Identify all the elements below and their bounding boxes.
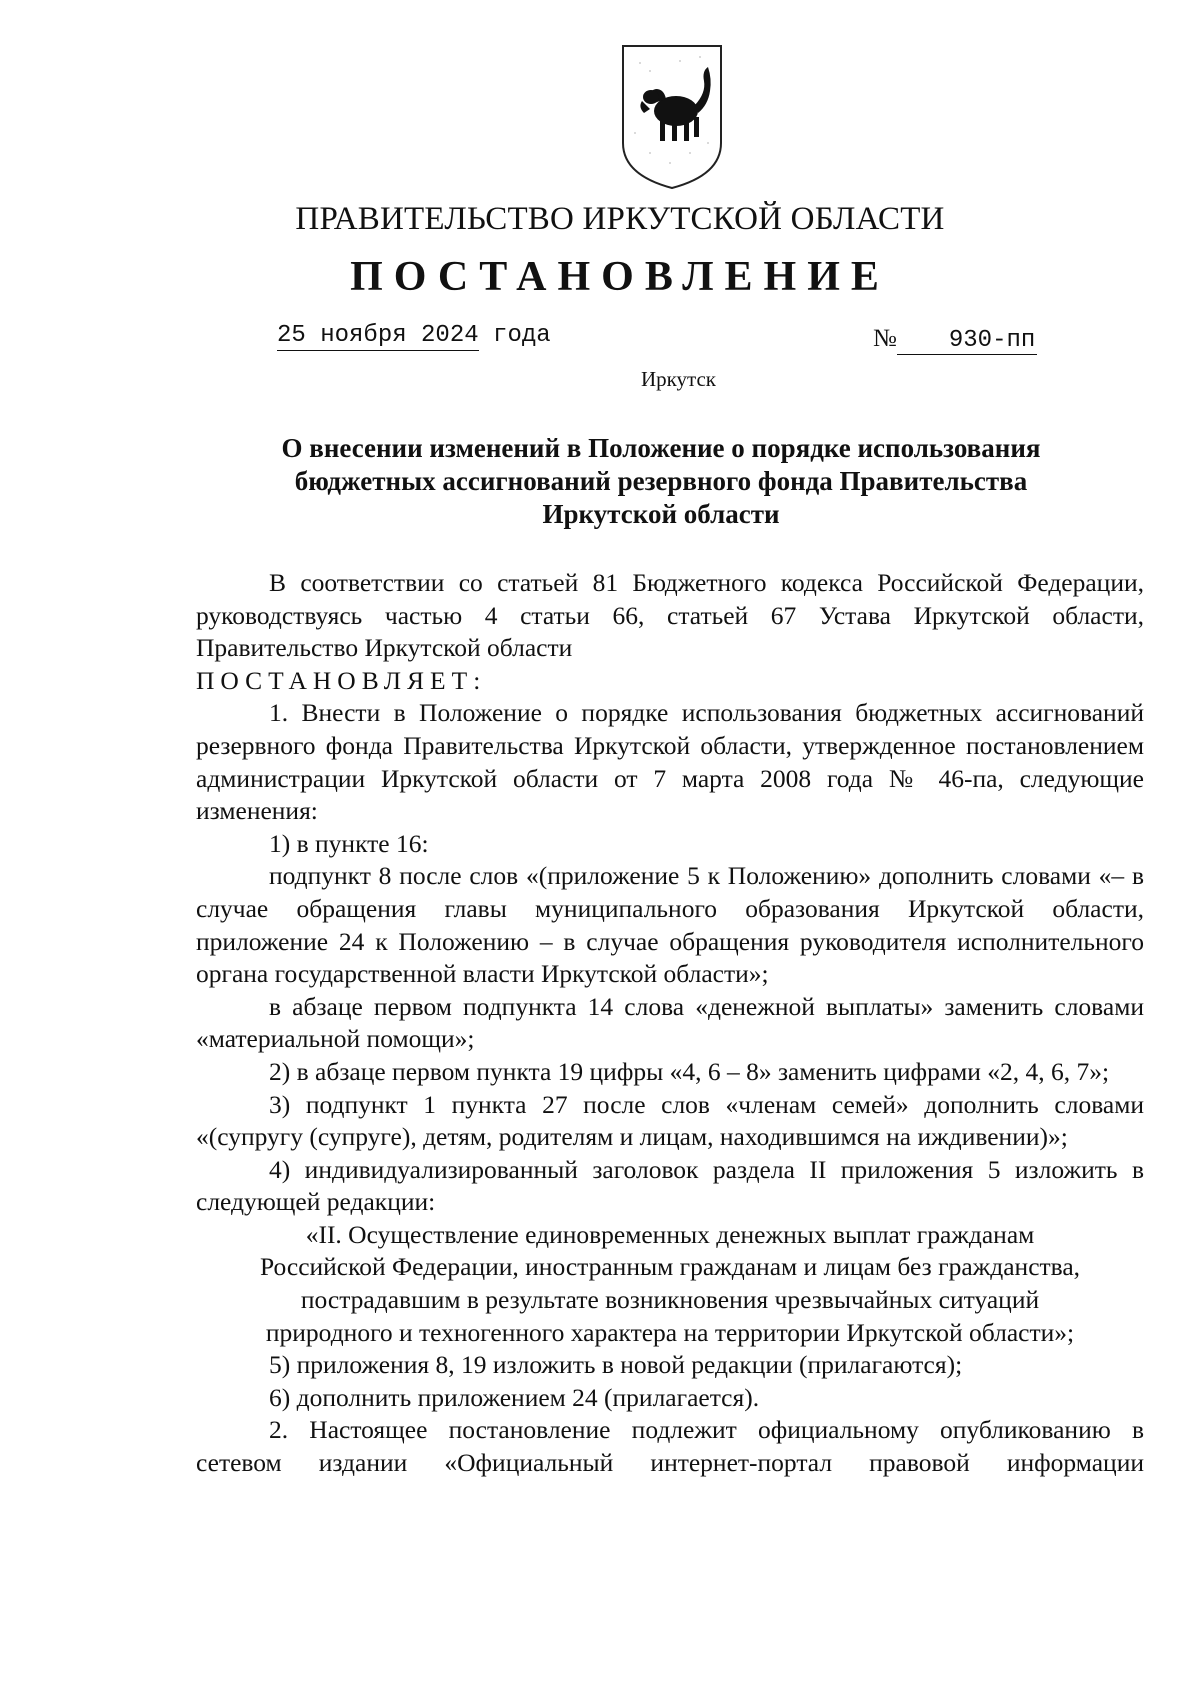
heading-line: О внесении изменений в Положение о порядке использования [281,433,1041,463]
subparagraph-6: 6) дополнить приложением 24 (прилагается). [269,1382,760,1412]
quoted-heading-line: природного и техногенного характера на территории Иркутской области»; [265,1317,1075,1347]
subparagraph-1-a: подпункт 8 после слов «(приложение 5 к Положению» дополнить словами «– в случае обращения главы муниципального образования Иркутской области, приложение 24 к Положению – в случае обращения руководителя исполнительного органа государственной власти Иркутской области»; [196,861,1144,989]
number-sign: № [873,325,897,352]
preamble: В соответствии со статьей 81 Бюджетного кодекса Российской Федерации, руководствуясь частью 4 статьи 66, статьей 67 Устава Иркутской области, Правительство Иркутской области [196,568,1144,663]
document-body [196,567,1144,1480]
document-number [873,325,1037,355]
document-type: ПОСТАНОВЛЕНИЕ [350,254,890,300]
subparagraph-3: 3) подпункт 1 пункта 27 после слов «членам семей» дополнить словами «(супругу (супруге), детям, родителям и лицам, находившимся на иждивении)»; [196,1089,1144,1152]
date-suffix: года [478,322,551,349]
date-value: 25 ноября 2024 [277,322,479,349]
document-heading [220,432,1102,531]
paragraph-2: 2. Настоящее постановление подлежит официальному опубликованию в сетевом издании «Официальный интернет-портал правовой информации [196,1415,1144,1478]
subparagraph-1-b: в абзаце первом подпункта 14 слова «денежной выплаты» заменить словами «материальной помощи»; [196,991,1144,1054]
government-title: ПРАВИТЕЛЬСТВО ИРКУТСКОЙ ОБЛАСТИ [295,201,945,237]
subparagraph-5: 5) приложения 8, 19 изложить в новой редакции (прилагаются); [269,1350,963,1380]
quoted-heading-line: пострадавшим в результате возникновения чрезвычайных ситуаций [300,1285,1040,1315]
document-date [277,322,551,349]
number-value: 930-пп [897,327,1037,355]
subparagraph-1: 1) в пункте 16: [269,828,429,858]
coat-of-arms-icon [620,43,724,191]
paragraph-1: 1. Внести в Положение о порядке использования бюджетных ассигнований резервного фонда Правительства Иркутской области, утвержденное постановлением администрации Иркутской области от 7 марта 2008 года № 46-па, следующие изменения: [196,698,1144,826]
city: Иркутск [640,367,717,391]
subparagraph-2: 2) в абзаце первом пункта 19 цифры «4, 6 – 8» заменить цифрами «2, 4, 6, 7»; [269,1056,1110,1086]
heading-line: Иркутской области [542,499,780,529]
quoted-heading-line: «II. Осуществление единовременных денежных выплат гражданам [305,1219,1035,1249]
subparagraph-4: 4) индивидуализированный заголовок раздела II приложения 5 изложить в следующей редакции: [196,1154,1144,1217]
quoted-heading-line: Российской Федерации, иностранным гражданам и лицам без гражданства, [259,1252,1081,1282]
decree-word: ПОСТАНОВЛЯЕТ: [196,665,487,695]
heading-line: бюджетных ассигнований резервного фонда Правительства [294,466,1028,496]
